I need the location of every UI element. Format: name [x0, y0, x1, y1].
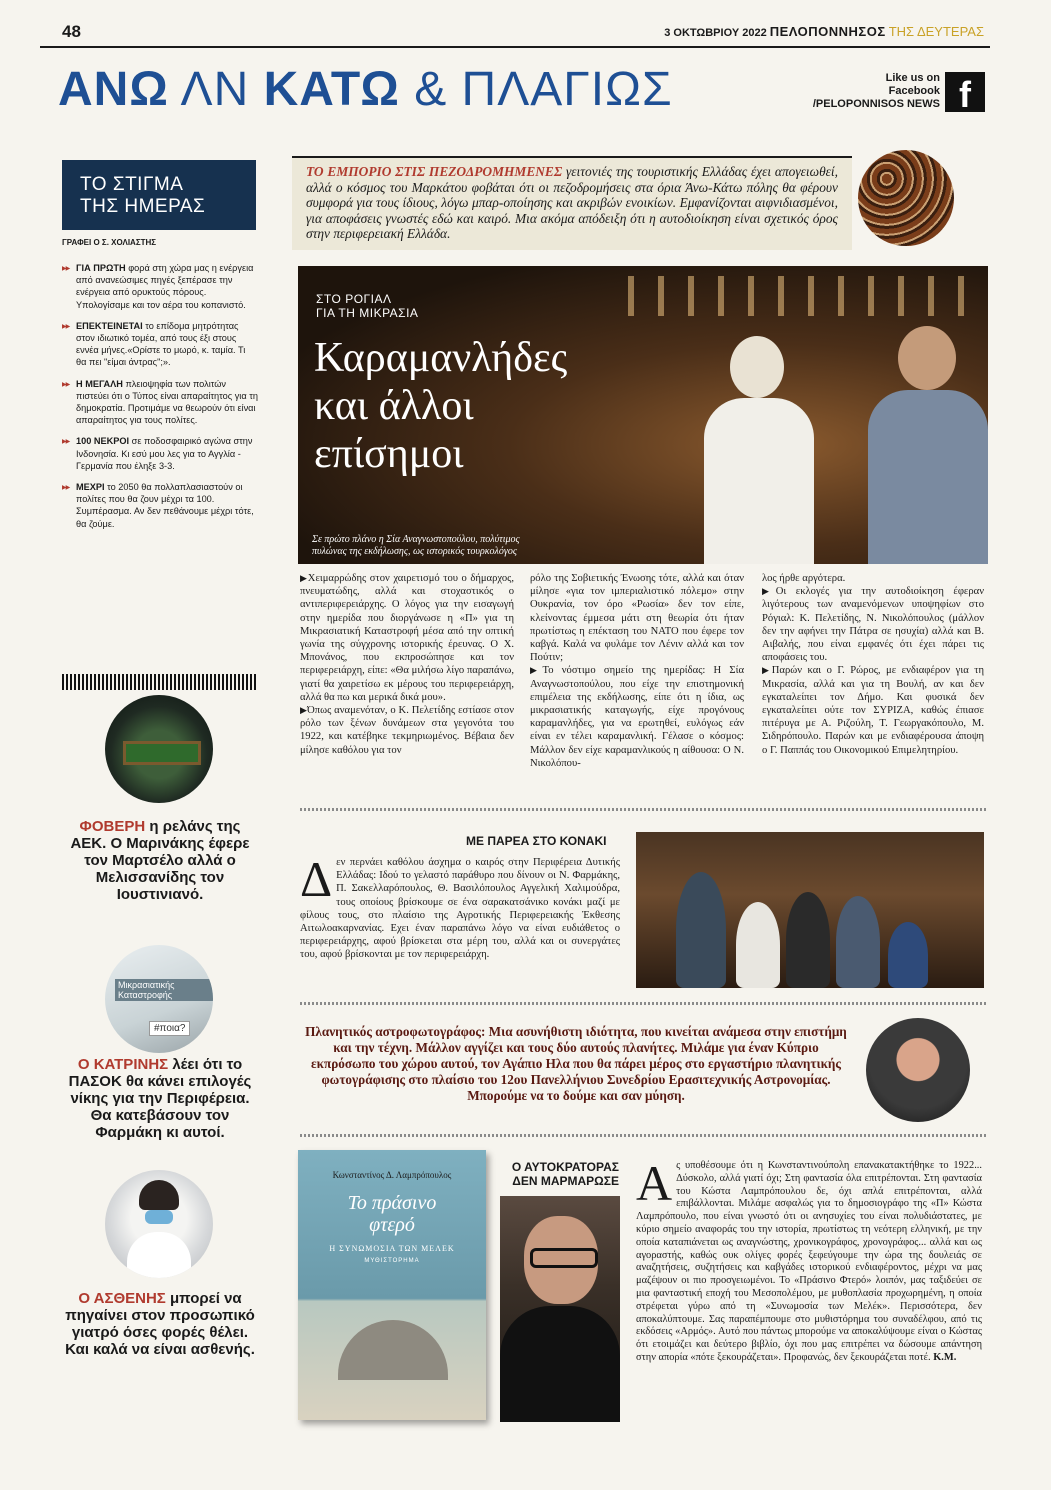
photo-detail: [139, 1180, 179, 1210]
sidebar-title-line1: ΤΟ ΣΤΙΓΜΑ: [80, 174, 184, 195]
headline-line1: Καραμανλήδες: [314, 335, 568, 381]
section-divider: [300, 808, 986, 811]
section-divider: [300, 1134, 986, 1137]
top-brief-text: [306, 164, 838, 242]
section-divider: [300, 1002, 986, 1005]
bullet-text: σε ποδοσφαιρικό αγώνα στην Ινδονησία. Κι εσύ μου λες για το Αγγλία - Γερμανία που έληξε 3-3.: [76, 436, 253, 471]
book-story-title: [497, 1160, 619, 1188]
bullet-lead: ΕΠΕΚΤΕΙΝΕΤΑΙ: [76, 320, 143, 331]
sidebar-title-line2: ΤΗΣ ΗΜΕΡΑΣ: [80, 196, 206, 217]
photo-detail: [145, 1210, 173, 1224]
like-line1: Like us on: [885, 72, 940, 84]
bullet-text: το επίδομα μητρότητας στον ιδιωτικό τομέα, από τους έξι στους εννέα μήνες.«Ορίστε το μωρό, κ. ταμία. Τι θα πει "είμαι άντρας";».: [76, 320, 246, 368]
dropcap: Δ: [300, 851, 333, 907]
masthead-part2: ΛΝ: [180, 63, 250, 116]
bullet-lead: Η ΜΕΓΑΛΗ: [76, 378, 123, 389]
masthead-part3: ΚΑΤΩ: [263, 63, 400, 116]
sidebar-byline: ΓΡΑΦΕΙ Ο Σ. ΧΟΛΙΑΣΤΗΣ: [62, 238, 157, 247]
main-story-photo: [298, 266, 988, 564]
football-photo: [105, 695, 213, 803]
mosque-illustration: [338, 1320, 448, 1380]
caption-text: η ρελάνς της ΑΕΚ. Ο Μαρινάκης έφερε τον Μαρτσέλο αλλά ο Μελισσανίδης τον Ιουστινιανό.: [70, 818, 250, 903]
bullet-item: [62, 435, 258, 472]
konaki-text: [300, 851, 620, 962]
author-photo: [500, 1196, 620, 1422]
sidebar-bullet-list: [62, 262, 258, 539]
bullet-text: το 2050 θα πολλαπλασιαστούν οι πολίτες που θα ζουν μέχρι τα 100. Συμπέρασμα. Αν δεν πεθάνουμε μέχρι τότε, θα ζούμε.: [76, 482, 254, 529]
article-paragraph: ▶ Χειμαρρώδης στον χαιρετισμό του ο δήμαρχος, πνευματώδης, αλλά και στοχαστικός ο αντιπεριφερειάρχης. Ο λόγος για την εισαγωγή στην ημερίδα που διοργάνωσε η «Π» για τη Μικρασιατική Καταστροφή μέσα από την οπτική γωνία της σύγχρονης ιστορικής έρευνας. Ο Χ. Μπονάνος, που εκπροσώπησε και τον περιφερειάρχη, είπε: «Θα μιλήσω λίγο παραπάνω, γιατί θα χαιρετίσω εκ μέρους του περιφερειάρχη, αλλά θα πω και μερικά δικά μου».: [300, 572, 514, 704]
photo-detail: [704, 398, 814, 564]
sidebar-caption-3: [62, 1290, 258, 1358]
issue-date: 3 ΟΚΤΩΒΡΙΟΥ 2022: [664, 27, 767, 39]
konaki-body: εν περνάει καθόλου άσχημα ο καιρός στην Περιφέρεια Δυτικής Ελλάδας: Ιδού το γελαστό παράθυρο που δίνουν οι Ν. Φαρμάκης, Π. Σακελλαρόπουλος, Θ. Βασιλόπουλος Αγγελική Χαλιμούδρα, τους οποίους βρίσκουμε σε ένα σαρακατσάνικο κονάκι μαζί με φίλους τους, στο πλαίσιο της Αγροτικής Περιφερειακής Έκθεσης Αιτωλοακαρνανίας. Εχει έναν παραπάνω λόγο να είναι ευδιάθετος ο περιφερειάρχης, αφού βρίσκεται στα μέρη του, αλλά και οι συνεργάτες του, αφού βρίσκονται με τον περιφερειάρχη.: [300, 857, 620, 961]
doctor-photo: [105, 1170, 213, 1278]
photo-caption: [312, 534, 520, 558]
book-cover: [298, 1150, 486, 1420]
book-story-text: [636, 1155, 982, 1365]
dropcap: Α: [636, 1155, 673, 1211]
photo-detail: [127, 1232, 191, 1278]
masthead-part1: ΑΝΩ: [58, 63, 169, 116]
story-kicker: [316, 292, 418, 320]
kicker-line1: ΣΤΟ ΡΟΓΙΑΛ: [316, 292, 392, 306]
book-story-title-line2: ΔΕΝ ΜΑΡΜΑΡΩΣΕ: [512, 1174, 619, 1188]
caption-lead: ΦΟΒΕΡΗ: [79, 818, 146, 835]
bullet-item: [62, 320, 258, 369]
sidebar-caption-1: [62, 818, 258, 903]
book-story-title-line1: Ο ΑΥΤΟΚΡΑΤΟΡΑΣ: [511, 1160, 619, 1174]
top-brief-box: [292, 156, 852, 250]
book-story-body: ς υποθέσουμε ότι η Κωνσταντινούπολη επανακατακτήθηκε το 1922... Δύσκολο, αλλά γιατί όχι; Στη φαντασία όλα επιτρέπονται. Στη φαντασία του Κώστα Λαμπρόπουλου δε, όχι απλά επιτρέπονται, αλλά επιβάλλονται. Μιλάμε ασφαλώς για το δημοσιογράφο της «Π» Κώστα Λαμπρόπουλο, που είναι γνωστό ότι οι ανησυχίες του είναι πολυδιάστατες, με κύριο σημείο αναφοράς του την ιστορία, πρωτίστως τη νεότερη ελληνική, με την οποία καταπιάνεται ως αναγνώστης, χρονικογράφος, χρονογράφος... αλλά και ως αγοραστής, καθώς ουκ ολίγες φορές ξεφεύγουμε την ώρα της δουλειάς σε αναζητήσεις, συζητήσεις και καβγάδες ιστορικού ενδιαφέροντος, μέχρι να μας μαζέψουν οι πιο προσγειωμένοι. Το «Πράσινο Φτερό» λοιπόν, μας ταξιδεύει σε μια φανταστική εποχή του Μεσοπολέμου, με μυθοπλασία προχωρημένη, η οποία στρέφεται γύρω από τη «Συνωμοσία των Μελέκ». Περισσότερα, δεν αποκαλύπτουμε. Σας παραπέμπουμε στο μυθιστόρημα του συναδέλφου, από τις εκδόσεις «Αρμός». Αυτό που πάντως μπορούμε να αποκαλύψουμε είναι ο Κώστας ότι ετοιμάζει και δεύτερο βιβλίο, όχι που μας επιτρέπει να δώσουμε απάντηση στην απορία «πότε ξεκουράζεται». Προφανώς, δεν ξεκουράζεται ποτέ.: [636, 1160, 982, 1363]
article-paragraph: ▶ Οι εκλογές για την αυτοδιοίκηση έφεραν λιγότερους των αναμενόμενων υποψηφίων στο Ρόγιαλ: Κ. Πελετίδης, Ν. Νικολόπουλος (μάλλον δεν την αφήνει την Πάτρα σε ησυχία) αλλά και Β. Αιβαλής, που είναι εμφανές ότι έχει πάρει τις αποφάσεις του.: [762, 585, 984, 664]
bullet-item: [62, 481, 258, 530]
top-bar: [40, 18, 990, 48]
like-line2: Facebook: [888, 85, 940, 97]
photo-banner-text: Μικρασιατικής Καταστροφής: [115, 979, 213, 1001]
headline-line3: επίσημοι: [314, 431, 464, 477]
article-column-2: [530, 572, 744, 770]
photo-detail: [898, 326, 956, 390]
article-paragraph: ▶ Το νόστιμο σημείο της ημερίδας: Η Σία Αναγνωστοπούλου, που είχε την επιστημονική επιμέλεια της εκδήλωσης, είπε ότι η ίδια, ως μικρασιατικής καταγωγής, είχε προγόνους καραμανλήδες, για να ερωτηθεί, ευλόγως εάν είναι εν τέλει καραμανλική. Γέλασε ο κόσμος: Μάλλον δεν είχε καραμανλικούς η αίθουσα: Ο Ν. Νικολόπου-: [530, 664, 744, 770]
facebook-icon[interactable]: f: [945, 72, 985, 112]
caption-lead: Ο ΑΣΘΕΝΗΣ: [78, 1290, 166, 1307]
sidebar-divider: [62, 674, 258, 690]
photo-hashtag: #ποια?: [149, 1021, 190, 1036]
publication-edition: ΤΗΣ ΔΕΥΤΕΡΑΣ: [888, 24, 984, 39]
book-title-line1: Το πράσινο: [347, 1192, 437, 1214]
top-brief-body: γειτονιές της τουριστικής Ελλάδας έχει απογειωθεί, αλλά ο κόσμος του Μαρκάτου φοβάται ότι οι πεζοδρομήσεις στα όρια Άνω-Κάτω πόλης θα φέρουν συμφορά για τους ίδιους, λόγω μπαρ-οποίησης και ακριβών ενοικίων. Εμφανίζονται αιφνιδιασμένοι, για αποφάσεις γνωστές εδώ και καιρό. Μια ακόμα απόδειξη ότι η αυτοδιοίκηση είναι σχετικός όρος στην περιφερειακή Ελλάδα.: [306, 164, 838, 241]
photo-detail: [868, 390, 988, 564]
photo-detail: [730, 336, 784, 398]
caption-line2: πυλώνας της εκδήλωσης, ως ιστορικός τουρκολόγος: [312, 546, 517, 557]
dateline: [664, 24, 984, 39]
worry-beads-photo: [858, 150, 954, 246]
book-genre: ΜΥΘΙΣΤΟΡΗΜΑ: [364, 1258, 420, 1264]
konaki-title: ΜΕ ΠΑΡΕΑ ΣΤΟ ΚΟΝΑΚΙ: [466, 834, 607, 848]
headline-line2: και άλλοι: [314, 383, 474, 429]
bullet-lead: ΓΙΑ ΠΡΩΤΗ: [76, 263, 126, 273]
article-paragraph: ▶ Παρών και ο Γ. Ρώρος, με ενδιαφέρον για τη Μικρασία, αλλά και για τη Βουλή, αν και δεν εγκαταλείπει τον Δήμο. Και φυσικά δεν εγκαταλείπει ούτε τον ΣΥΡΙΖΑ, καθώς έπιασε πιτέρυγα με Α. Ριζούλη, Τ. Γεωργακόπουλο, Μ. Σιδηρόπουλο. Παρών και με ενδιαφέρουσα άποψη ο Γ. Παππάς του Οικονομικού Επιμελητηρίου.: [762, 664, 984, 756]
caption-text: λέει ότι το ΠΑΣΟΚ θα κάνει επιλογές νίκης για την Περιφέρεια. Θα κατεβάσουν τον Φαρμάκη κι αυτοί.: [68, 1056, 252, 1141]
masthead-part4: & ΠΛΑΓΙΩΣ: [414, 63, 673, 116]
bullet-lead: ΜΕΧΡΙ: [76, 482, 105, 493]
bullet-text: φορά στη χώρα μας η ενέργεια από ανανεώσιμες πηγές ξεπέρασε την ενέργεια από ορυκτούς πόρους. Υπολογίσαμε και τον αέρα του κοπανιστό.: [76, 263, 254, 310]
photo-detail: [628, 276, 988, 316]
signature: Κ.Μ.: [933, 1351, 957, 1363]
photo-figure: [786, 892, 830, 988]
facebook-promo[interactable]: [800, 72, 940, 111]
sidebar-title-box: [62, 160, 256, 230]
article-column-1: [300, 572, 514, 757]
section-masthead: [58, 62, 673, 117]
story-headline: [314, 334, 567, 478]
article-paragraph: ▶ Όπως αναμενόταν, ο Κ. Πελετίδης εστίασε στον ρόλο των ξένων δυνάμεων στα γεγονότα του 1922, και κατέβηκε τεκμηριωμένος. Βέβαια δεν μίλησε καθόλου για τον: [300, 704, 514, 757]
bullet-text: πλειοψηφία των πολιτών πιστεύει ότι ο Τύπος είναι απαραίτητος για τη δημοκρατία. Προτιμάμε να θεωρούν ότι είναι απαραίτητος για τους πολίτες.: [76, 378, 258, 426]
bullet-item: [62, 262, 258, 311]
photo-figure: [736, 902, 780, 988]
page-number: 48: [62, 22, 81, 41]
article-paragraph: ρόλο της Σοβιετικής Ένωσης τότε, αλλά και όταν μίλησε «για τον ιμπεριαλιστικό πόλεμο» στην Ουκρανία, τον όρο «Ρωσία» δεν τον είπε, κλείνοντας έμμεσα μάτι στη θεωρία ότι ήταν πρωτίστως η επέκταση του ΝΑΤΟ που έφερε τον καβγά. Καλά να φυλάμε τον Λένιν αλλά και τον Πούτιν;: [530, 573, 744, 664]
bullet-item: [62, 378, 258, 427]
photo-figure: [676, 872, 726, 988]
sidebar-caption-2: [62, 1056, 258, 1141]
book-title: [298, 1192, 486, 1236]
astro-brief: Πλανητικός αστροφωτογράφος: Μια ασυνήθιστη ιδιότητα, που κινείται ανάμεσα στην επιστήμη και την τέχνη. Μάλλον αγγίζει και τους δύο αυτούς πλανήτες. Μιλάμε για έναν Κύπριο εκπρόσωπο του χώρου αυτού, τον Αγάπιο Ηλα που θα πάρει μέρος στο εργαστήριο πλανητικής φωτογράφισης στο πλαίσιο του 12ου Πανελλήνιου Συνεδρίου Ερασιτεχνικής Αστρονομίας. Μπορούμε να το δούμε και σαν μύηση.: [305, 1024, 847, 1103]
caption-lead: Ο ΚΑΤΡΙΝΗΣ: [77, 1056, 169, 1073]
article-paragraph: λος ήρθε αργότερα.: [762, 573, 846, 584]
book-subtitle: Η ΣΥΝΩΜΟΣΙΑ ΤΩΝ ΜΕΛΕΚ: [329, 1244, 455, 1253]
photo-detail: [500, 1306, 620, 1422]
photo-figure: [836, 896, 880, 988]
caption-line1: Σε πρώτο πλάνο η Σία Αναγνωστοπούλου, πολύτιμος: [312, 534, 520, 545]
photo-figure: [858, 316, 988, 564]
glasses-detail: [530, 1248, 598, 1268]
kicker-line2: ΓΙΑ ΤΗ ΜΙΚΡΑΣΙΑ: [316, 306, 419, 320]
photo-figure: [698, 336, 818, 564]
like-line3: /PELOPONNISOS NEWS: [812, 98, 940, 110]
book-title-line2: φτερό: [369, 1214, 415, 1236]
top-brief-lead: ΤΟ ΕΜΠΟΡΙΟ ΣΤΙΣ ΠΕΖΟΔΡΟΜΗΜΕΝΕΣ: [306, 164, 563, 179]
pasok-event-photo: [105, 945, 213, 1053]
publication-name: ΠΕΛΟΠΟΝΝΗΣΟΣ: [769, 24, 886, 39]
photo-detail: [123, 741, 201, 765]
bullet-lead: 100 ΝΕΚΡΟΙ: [76, 436, 130, 447]
konaki-photo: [636, 832, 984, 988]
photo-figure: [888, 922, 928, 988]
book-author: Κωνσταντίνος Δ. Λαμπρόπουλος: [332, 1170, 452, 1180]
astrophotographer-photo: [866, 1018, 970, 1122]
article-column-3: [762, 572, 984, 757]
caption-text: μπορεί να πηγαίνει στον προσωπικό γιατρό όσες φορές θέλει. Και καλά να είναι ασθενής.: [65, 1290, 255, 1358]
